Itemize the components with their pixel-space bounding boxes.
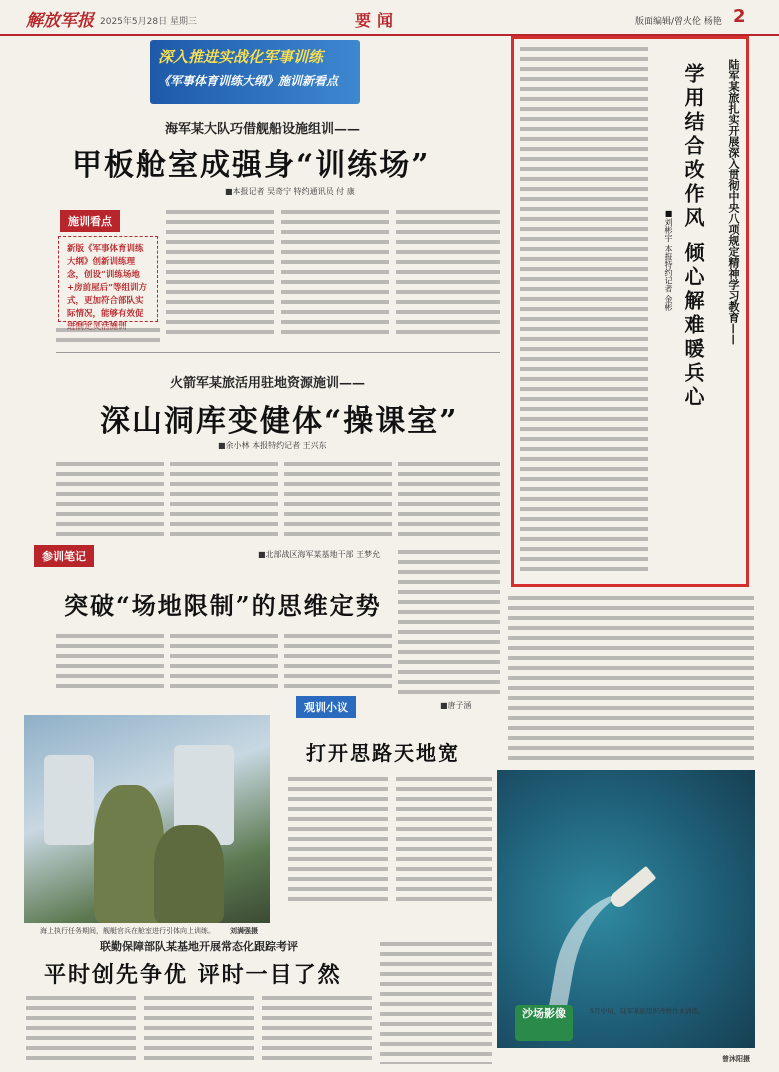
issue-date: 2025年5月28日 星期三	[100, 17, 197, 27]
article1-kicker: 海军某大队巧借舰船设施组训——	[165, 122, 361, 137]
article1-lead-text	[56, 326, 160, 344]
article4-byline: ■唐子涵	[440, 701, 472, 710]
section-title: 要闻	[355, 11, 400, 30]
training-photo	[24, 715, 270, 923]
right-article-kicker: 陆军某旅扎实开展深入贯彻中央八项规定精神学习教育——	[727, 59, 740, 345]
article5-col4	[380, 940, 492, 1064]
article2-col1	[56, 460, 164, 540]
article3-col2	[170, 632, 278, 694]
right-article-body	[520, 45, 648, 577]
article1-col2	[281, 208, 389, 340]
article2-byline: ■余小林 本报特约记者 王兴东	[218, 441, 327, 450]
right-article-byline: ■刘彬宇 本报特约记者 金彬	[664, 209, 673, 312]
series-banner	[150, 40, 360, 104]
article2-col4	[398, 460, 500, 540]
column-label-shixun: 施训看点	[60, 210, 120, 232]
article1-col3	[396, 208, 500, 340]
featured-article-box	[511, 36, 749, 587]
newspaper-logo: 解放军报	[26, 11, 94, 31]
article2-col3	[284, 460, 392, 540]
page-editor: 版面编辑/曾火伦 杨艳	[635, 17, 722, 27]
sea-feature-badge: 沙场影像	[515, 1005, 573, 1041]
article2-headline: 深山洞库变健体“操课室”	[100, 404, 459, 439]
article5-col3	[262, 994, 372, 1064]
right-article-continued-text	[508, 594, 754, 766]
article1-headline: 甲板舱室成强身“训练场”	[72, 148, 431, 183]
training-photo-caption: 海上执行任务期间，舰艇官兵在舱室进行引体向上训练。	[40, 927, 215, 935]
article3-col1	[56, 632, 164, 694]
column-label-guanxun: 观训小议	[296, 696, 356, 718]
article3-col4	[398, 548, 500, 694]
bridge-photo-credit: 曾沐阳摄	[722, 1055, 750, 1063]
training-photo-credit: 刘满强摄	[230, 927, 258, 935]
article1-byline: ■本报记者 吴奇宁 特约通讯员 付 康	[225, 187, 355, 196]
article3-col3	[284, 632, 392, 694]
article5-col2	[144, 994, 254, 1064]
article3-byline: ■北部战区海军某基地干部 王梦允	[258, 550, 381, 559]
masthead	[0, 0, 779, 36]
article4-headline: 打开思路天地宽	[306, 741, 460, 765]
article2-kicker: 火箭军某旅活用驻地资源施训——	[170, 376, 366, 391]
article5-headline: 平时创先争优 评时一目了然	[44, 962, 342, 988]
page-number: 2	[733, 6, 746, 27]
article4-col1	[288, 775, 388, 905]
right-article-headline: 学用结合改作风 倾心解难暖兵心	[681, 63, 705, 410]
banner-subtitle: 《军事体育训练大纲》施训新看点	[158, 74, 339, 88]
sidebar-note: 新版《军事体育训练大纲》创新训练理念，创设“训练场地+房前屋后”等组训方式，更加符合部队实际情况，能够有效促	[58, 236, 158, 322]
column-label-canxun: 参训笔记	[34, 545, 94, 567]
article5-kicker: 联勤保障部队某基地开展常态化跟踪考评	[100, 940, 298, 953]
article1-col1	[166, 208, 274, 340]
banner-title: 深入推进实战化军事训练	[158, 48, 324, 66]
article3-headline: 突破“场地限制”的思维定势	[64, 591, 382, 620]
bridge-photo-caption: 5月中旬，陆军某旅组织舟桥作业训练。	[590, 1007, 705, 1015]
article2-col2	[170, 460, 278, 540]
article5-col1	[26, 994, 136, 1064]
article4-col2	[396, 775, 492, 905]
divider	[56, 352, 500, 353]
